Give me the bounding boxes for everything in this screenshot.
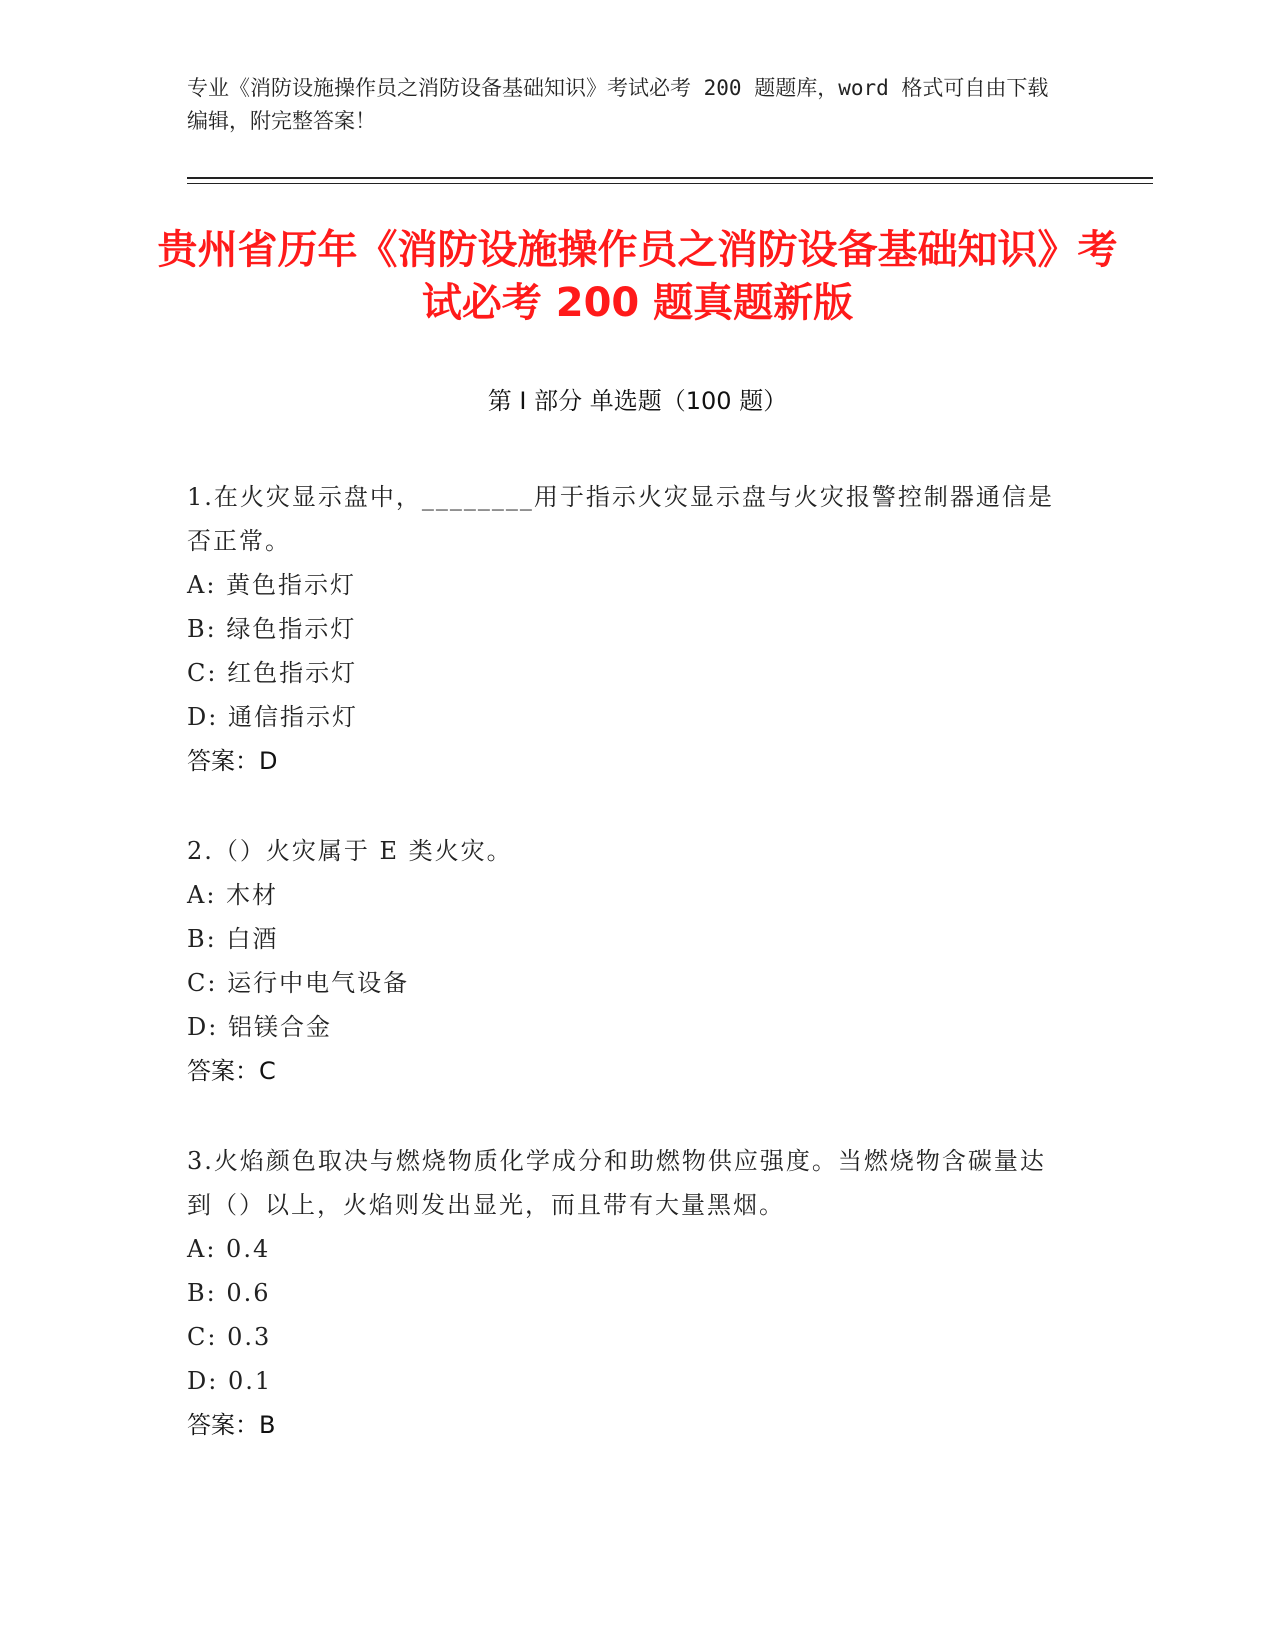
option-c: C: 红色指示灯 [187, 659, 358, 687]
option-a: A: 木材 [187, 881, 279, 909]
answer-line: 答案：C [187, 1057, 276, 1085]
section-heading: 第 I 部分 单选题（100 题） [487, 387, 788, 415]
question-2 [187, 829, 1067, 1093]
question-stem: 3.火焰颜色取决与燃烧物质化学成分和助燃物供应强度。当燃烧物含碳量达到（）以上，火焰则发出显光，而且带有大量黑烟。 [187, 1147, 1046, 1219]
option-d: D: 0.1 [187, 1367, 273, 1395]
option-c: C: 0.3 [187, 1323, 272, 1351]
answer-line: 答案：B [187, 1411, 276, 1439]
option-a: A: 黄色指示灯 [187, 571, 357, 599]
question-list [187, 475, 1067, 1493]
header-divider-thin [187, 183, 1153, 184]
document-title: 贵州省历年《消防设施操作员之消防设备基础知识》考试必考 200 题真题新版 [157, 227, 1118, 326]
answer-line: 答案：D [187, 747, 278, 775]
option-c: C: 运行中电气设备 [187, 969, 410, 997]
option-b: B: 白酒 [187, 925, 279, 953]
option-b: B: 绿色指示灯 [187, 615, 357, 643]
option-d: D: 通信指示灯 [187, 703, 358, 731]
question-stem: 2.（）火灾属于 E 类火灾。 [187, 837, 513, 865]
option-d: D: 铝镁合金 [187, 1013, 332, 1041]
option-a: A: 0.4 [187, 1235, 271, 1263]
question-1 [187, 475, 1067, 783]
option-b: B: 0.6 [187, 1279, 271, 1307]
question-stem: 1.在火灾显示盘中，________用于指示火灾显示盘与火灾报警控制器通信是否正常。 [187, 483, 1054, 555]
header-divider-thick [187, 177, 1153, 179]
question-3 [187, 1139, 1067, 1447]
header-note: 专业《消防设施操作员之消防设备基础知识》考试必考 200 题题库，word 格式可自由下载编辑，附完整答案！ [187, 76, 1049, 133]
